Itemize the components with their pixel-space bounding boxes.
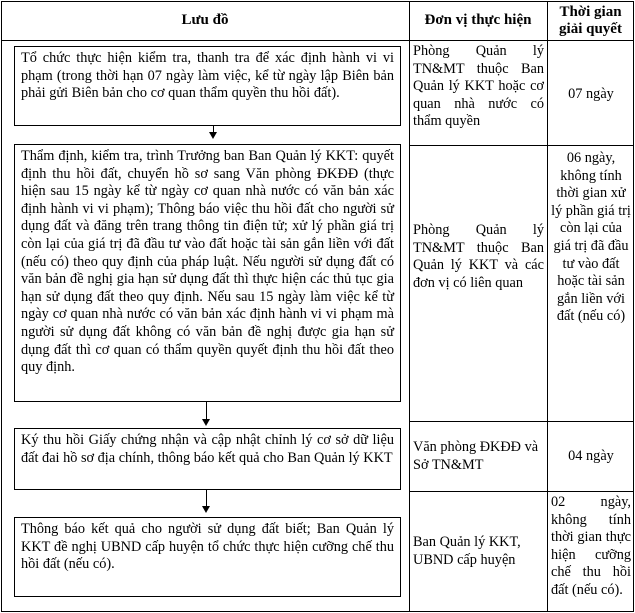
header-flow: Lưu đồ [181,12,229,28]
column-divider-1 [409,1,410,612]
table-border-left [1,1,2,612]
header-unit: Đơn vị thực hiện [424,12,532,28]
unit-row-3: Văn phòng ĐKĐĐ và Sở TN&MT [413,439,539,473]
header-time [547,4,634,38]
row-divider-1 [409,145,634,146]
column-divider-2 [547,1,548,612]
time-row-1: 07 ngày [568,86,614,102]
header-time-line1: Thời gian [559,4,622,20]
unit-row-1: Phòng Quản lý TN&MT thuộc Ban Quản lý KKT hoặc cơ quan nhà nước có thẩm quyền [413,43,544,130]
header-time-line2: giải quyết [559,21,622,37]
row-divider-2 [409,421,634,422]
time-row-2: 06 ngày, không tính thời gian xử lý phần giá trị còn lại của giá trị đã đầu tư vào đất hoặc tài sản gắn liền với đất (nếu có) [551,150,631,325]
time-row-4: 02 ngày, không tính thời gian thực hiện cưỡng chế thu hồi đất (nếu có). [551,494,631,598]
table-border-top [1,1,634,2]
header-divider [1,40,634,41]
flow-step-3: Ký thu hồi Giấy chứng nhận và cập nhật chỉnh lý cơ sở dữ liệu đất đai hồ sơ địa chính, thông báo kết quả cho Ban Quản lý KKT [14,428,401,490]
time-row-3: 04 ngày [568,448,614,464]
flow-step-1: Tổ chức thực hiện kiểm tra, thanh tra để xác định hành vi vi phạm (trong thời hạn 07 ngày làm việc, kể từ ngày lập Biên bản phải gửi Biên bản cho cơ quan thẩm quyền thu hồi đất). [14,46,401,126]
flow-step-4: Thông báo kết quả cho người sử dụng đất biết; Ban Quản lý KKT đề nghị UBND cấp huyện tổ chức thực hiện cưỡng chế thu hồi đất (nếu có). [14,517,401,597]
unit-row-4: Ban Quản lý KKT, UBND cấp huyện [413,534,521,568]
table-border-bottom [1,611,634,612]
unit-row-2: Phòng Quản lý TN&MT thuộc Ban Quản lý KKT và các đơn vị có liên quan [413,222,544,291]
table-border-right [633,1,634,612]
row-divider-3 [409,491,634,492]
flow-step-2: Thẩm định, kiểm tra, trình Trưởng ban Ban Quản lý KKT: quyết định thu hồi đất, chuyển hồ sơ sang Văn phòng ĐKĐĐ (thực hiện sau 15 ngày kể từ ngày cơ quan nhà nước có văn bản xác định hành vi vi phạm); Thông báo việc thu hồi đất cho người sử dụng đất và đăng trên trang thông tin điện tử; xử lý phần giá trị còn lại của giá trị đã đầu tư vào đất hoặc tài sản gắn liền với đất (nếu có) theo quy định của pháp luật. Nếu người sử dụng đất có văn bản đề nghị gia hạn sử dụng đất thì thực hiện các thủ tục gia hạn sử dụng đất theo quy định. Nếu sau 15 ngày làm việc kể từ ngày cơ quan nhà nước có văn bản xác định hành vi vi phạm mà người sử dụng đất không có văn bản đề nghị được gia hạn sử dụng đất thì cơ quan có thẩm quyền quyết định thu hồi đất theo quy định. [14,144,401,402]
